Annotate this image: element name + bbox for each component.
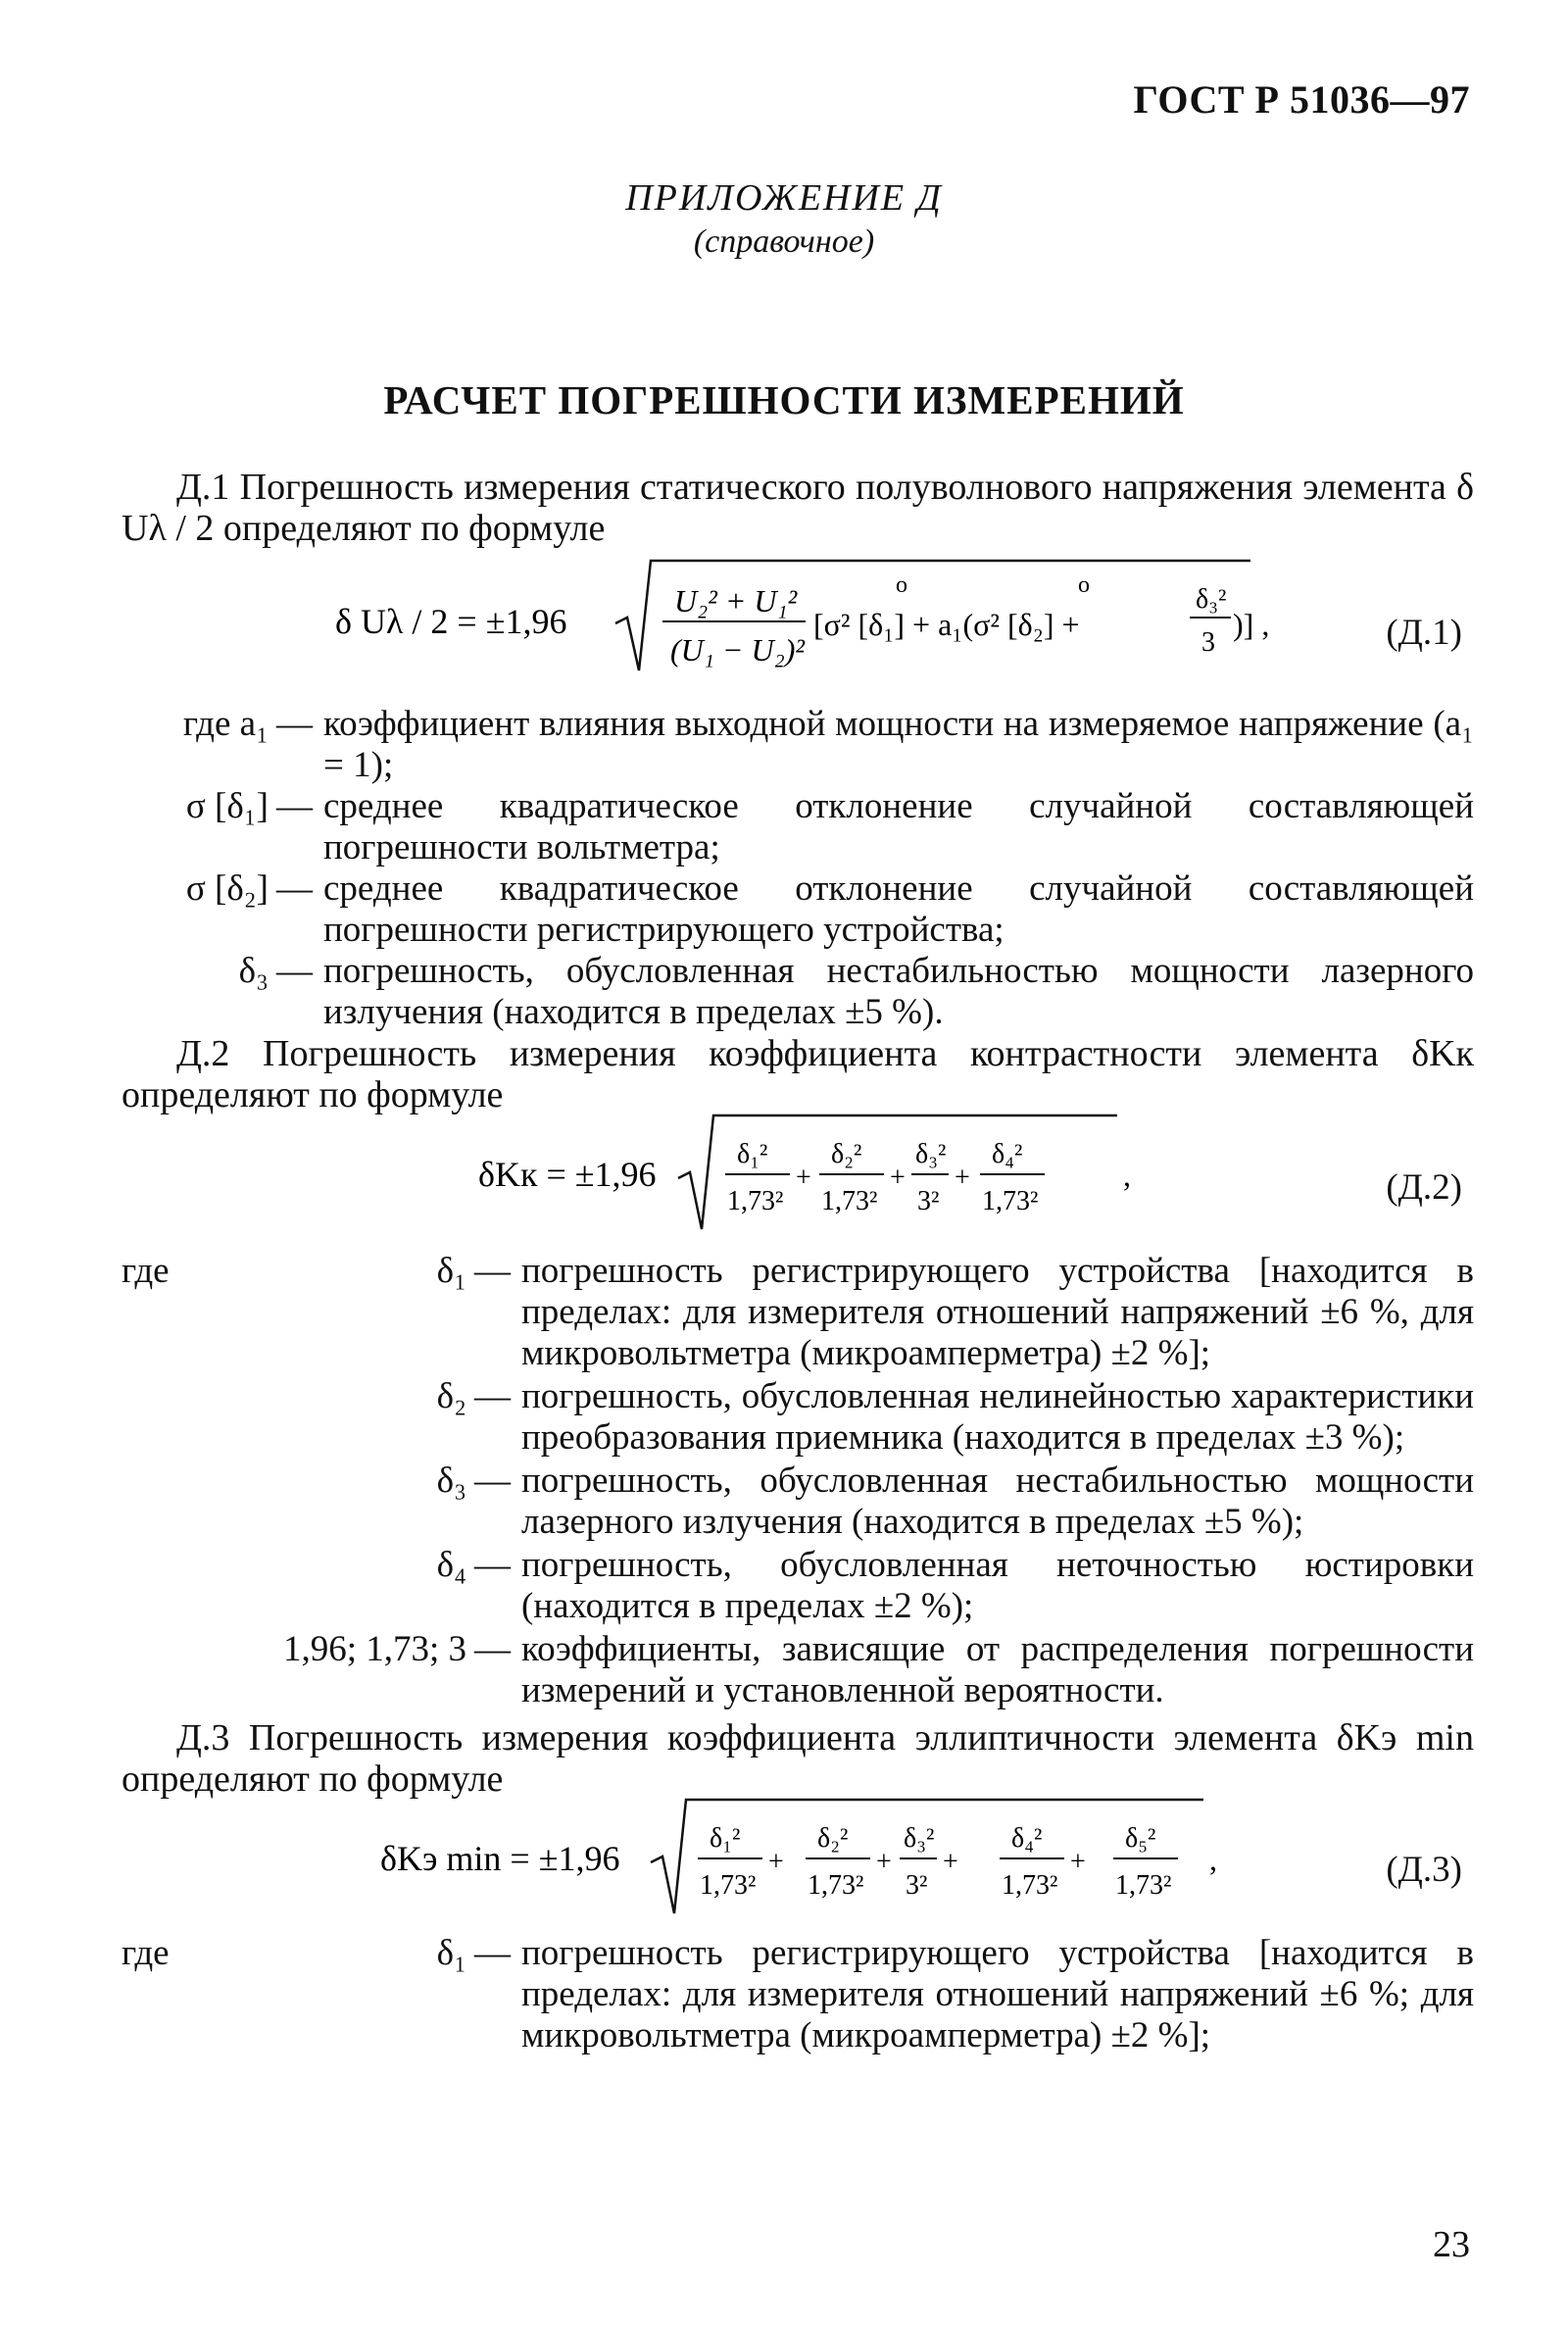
svg-text:1,73²: 1,73² [700, 1870, 757, 1901]
formula-d3-graphic [0, 1792, 1568, 1919]
d1-def-desc: среднее квадратическое отклонение случайной составляющей погрешности регистрирующего устройства; [323, 868, 1474, 950]
formula-d1 [0, 555, 1568, 682]
svg-text:(U₁ − U₂)²: (U₁ − U₂)² [670, 632, 805, 668]
d2-def-symbol: δ₃ [436, 1461, 466, 1501]
d2-def-symbol: δ₁ [436, 1251, 466, 1291]
formula-d2 [0, 1108, 1568, 1235]
svg-text:1,73²: 1,73² [821, 1186, 878, 1216]
d1-definitions [122, 704, 1474, 1033]
svg-text:δ₁²: δ₁² [710, 1823, 741, 1854]
svg-text:1,73²: 1,73² [982, 1186, 1039, 1216]
formula-d3-lhs: δKэ min = ±1,96 [380, 1839, 620, 1878]
d2-def-symbol: δ₄ [436, 1545, 466, 1585]
page-number: 23 [1433, 2224, 1470, 2265]
svg-text:,: , [1209, 1842, 1217, 1877]
d3-where-word: где [122, 1933, 170, 1973]
formula-d3 [0, 1792, 1568, 1919]
svg-text:1,73²: 1,73² [808, 1870, 864, 1901]
svg-text:+: + [768, 1847, 784, 1877]
formula-d1-graphic [0, 555, 1568, 682]
paragraph-d2 [122, 1033, 1474, 1115]
svg-text:+: + [890, 1163, 906, 1193]
svg-text:1,73²: 1,73² [1115, 1870, 1172, 1901]
d3-def-desc: погрешность регистрирующего устройства [находится в пределах: для измерителя отношений напряжений ±6 %; для микровольтметра (микроамперметра) ±2 %]; [521, 1933, 1474, 2055]
d2-def-row: δ₄ — погрешность, обусловленная неточностью юстировки (находится в пределах ±2 %); [122, 1545, 1474, 1629]
svg-text:o: o [1078, 572, 1090, 598]
d1-def-symbol: δ₃ [238, 951, 269, 991]
svg-text:+: + [955, 1163, 970, 1193]
d1-def-desc: коэффициент влияния выходной мощности на измеряемое напряжение (a₁ = 1); [323, 704, 1474, 785]
section-heading: РАСЧЕТ ПОГРЕШНОСТИ ИЗМЕРЕНИЙ [383, 377, 1185, 422]
d3-definitions [122, 1933, 1474, 2058]
svg-text:+: + [943, 1847, 958, 1877]
d1-def-row: δ₃ — погрешность, обусловленная нестабильностью мощности лазерного излучения (находится в пределах ±5 %). [122, 951, 1474, 1033]
d2-def-desc: погрешность, обусловленная неточностью юстировки (находится в пределах ±2 %); [521, 1545, 1474, 1626]
d3-def-symbol: δ₁ [436, 1933, 466, 1973]
svg-text:+: + [796, 1163, 811, 1193]
d1-def-symbol: где a₁ [182, 704, 269, 744]
formula-d2-graphic [0, 1108, 1568, 1235]
d1-def-desc: среднее квадратическое отклонение случайной составляющей погрешности вольтметра; [323, 786, 1474, 867]
svg-text:3²: 3² [906, 1870, 928, 1901]
d2-def-row: δ₁ — погрешность регистрирующего устройства [находится в пределах: для измерителя отношений напряжений ±6 %, для микровольтметра (микроамперметра) ±2 %]; [122, 1251, 1474, 1376]
d2-def-symbol: 1,96; 1,73; 3 [282, 1629, 466, 1669]
formula-d2-number: (Д.2) [1386, 1167, 1462, 1208]
d2-where-word: где [122, 1251, 170, 1291]
svg-text:1,73²: 1,73² [1002, 1870, 1058, 1901]
standard-number: ГОСТ Р 51036—97 [1133, 77, 1470, 122]
paragraph-d2-text: Д.2 Погрешность измерения коэффициента контрастности элемента δKк определяют по формуле [122, 1033, 1474, 1115]
d1-def-row: где a₁ — коэффициент влияния выходной мощности на измеряемое напряжение (a₁ = 1); [122, 704, 1474, 786]
d1-def-desc: погрешность, обусловленная нестабильностью мощности лазерного излучения (находится в пределах ±5 %). [323, 951, 1474, 1032]
svg-text:U₂² + U₁²: U₂² + U₁² [674, 583, 798, 619]
svg-text:δ₁²: δ₁² [737, 1139, 768, 1169]
d2-def-desc: погрешность, обусловленная нестабильностью мощности лазерного излучения (находится в пределах ±5 %); [521, 1461, 1474, 1542]
d3-def-row: δ₁ — погрешность регистрирующего устройства [находится в пределах: для измерителя отношений напряжений ±6 %; для микровольтметра (микроамперметра) ±2 %]; [122, 1933, 1474, 2058]
d1-def-symbol: σ [δ₁] [185, 786, 269, 826]
paragraph-d1 [122, 467, 1474, 549]
d2-def-desc: погрешность, обусловленная нелинейностью характеристики преобразования приемника (находится в пределах ±3 %); [521, 1376, 1474, 1458]
svg-text:δ₃²: δ₃² [904, 1823, 935, 1854]
svg-text:+: + [876, 1847, 892, 1877]
svg-text:δ₂²: δ₂² [831, 1139, 862, 1169]
d2-def-desc: коэффициенты, зависящие от распределения погрешности измерений и установленной вероятности. [521, 1629, 1474, 1710]
formula-d2-lhs: δKк = ±1,96 [478, 1155, 657, 1194]
svg-text:δ₄²: δ₄² [992, 1139, 1023, 1169]
svg-text:3: 3 [1201, 627, 1215, 658]
d1-def-row: σ [δ₂] — среднее квадратическое отклонение случайной составляющей погрешности регистрирующего устройства; [122, 868, 1474, 951]
paragraph-d1-text: Д.1 Погрешность измерения статического полуволнового напряжения элемента δ Uλ / 2 определяют по формуле [122, 467, 1474, 549]
formula-d1-lhs: δ Uλ / 2 = ±1,96 [335, 602, 567, 641]
svg-text:,: , [1123, 1158, 1131, 1193]
appendix-title: ПРИЛОЖЕНИЕ Д [625, 177, 943, 219]
formula-d3-number: (Д.3) [1386, 1850, 1462, 1890]
d2-def-row: δ₂ — погрешность, обусловленная нелинейностью характеристики преобразования приемника (находится в пределах ±3 %); [122, 1376, 1474, 1461]
svg-text:δ₂²: δ₂² [817, 1823, 849, 1854]
d2-def-row: 1,96; 1,73; 3 — коэффициенты, зависящие от распределения погрешности измерений и установленной вероятности. [122, 1629, 1474, 1713]
svg-text:3²: 3² [917, 1186, 940, 1216]
paragraph-d3-text: Д.3 Погрешность измерения коэффициента эллиптичности элемента δKэ min определяют по формуле [122, 1717, 1474, 1800]
svg-text:δ₄²: δ₄² [1011, 1823, 1043, 1854]
paragraph-d3 [122, 1717, 1474, 1800]
svg-text:)] ,: )] , [1233, 607, 1270, 642]
formula-d1-number: (Д.1) [1386, 613, 1462, 653]
d2-def-symbol: δ₂ [436, 1376, 466, 1416]
svg-text:δ₃²: δ₃² [1196, 584, 1227, 615]
d2-def-row: δ₃ — погрешность, обусловленная нестабильностью мощности лазерного излучения (находится в пределах ±5 %); [122, 1461, 1474, 1545]
svg-text:1,73²: 1,73² [727, 1186, 784, 1216]
d2-definitions [122, 1251, 1474, 1713]
svg-text:o: o [896, 572, 907, 598]
d1-def-symbol: σ [δ₂] [185, 868, 269, 909]
d2-def-desc: погрешность регистрирующего устройства [находится в пределах: для измерителя отношений напряжений ±6 %, для микровольтметра (микроамперметра) ±2 %]; [521, 1251, 1474, 1373]
svg-text:+: + [1070, 1847, 1086, 1877]
svg-text:δ₅²: δ₅² [1125, 1823, 1156, 1854]
d1-def-row: σ [δ₁] — среднее квадратическое отклонение случайной составляющей погрешности вольтметра; [122, 786, 1474, 868]
appendix-subtitle: (справочное) [693, 223, 875, 260]
svg-text:δ₃²: δ₃² [915, 1139, 947, 1169]
svg-text:[σ² [δ₁] + a₁(σ² [δ₂] +: [σ² [δ₁] + a₁(σ² [δ₂] + [813, 607, 1080, 642]
